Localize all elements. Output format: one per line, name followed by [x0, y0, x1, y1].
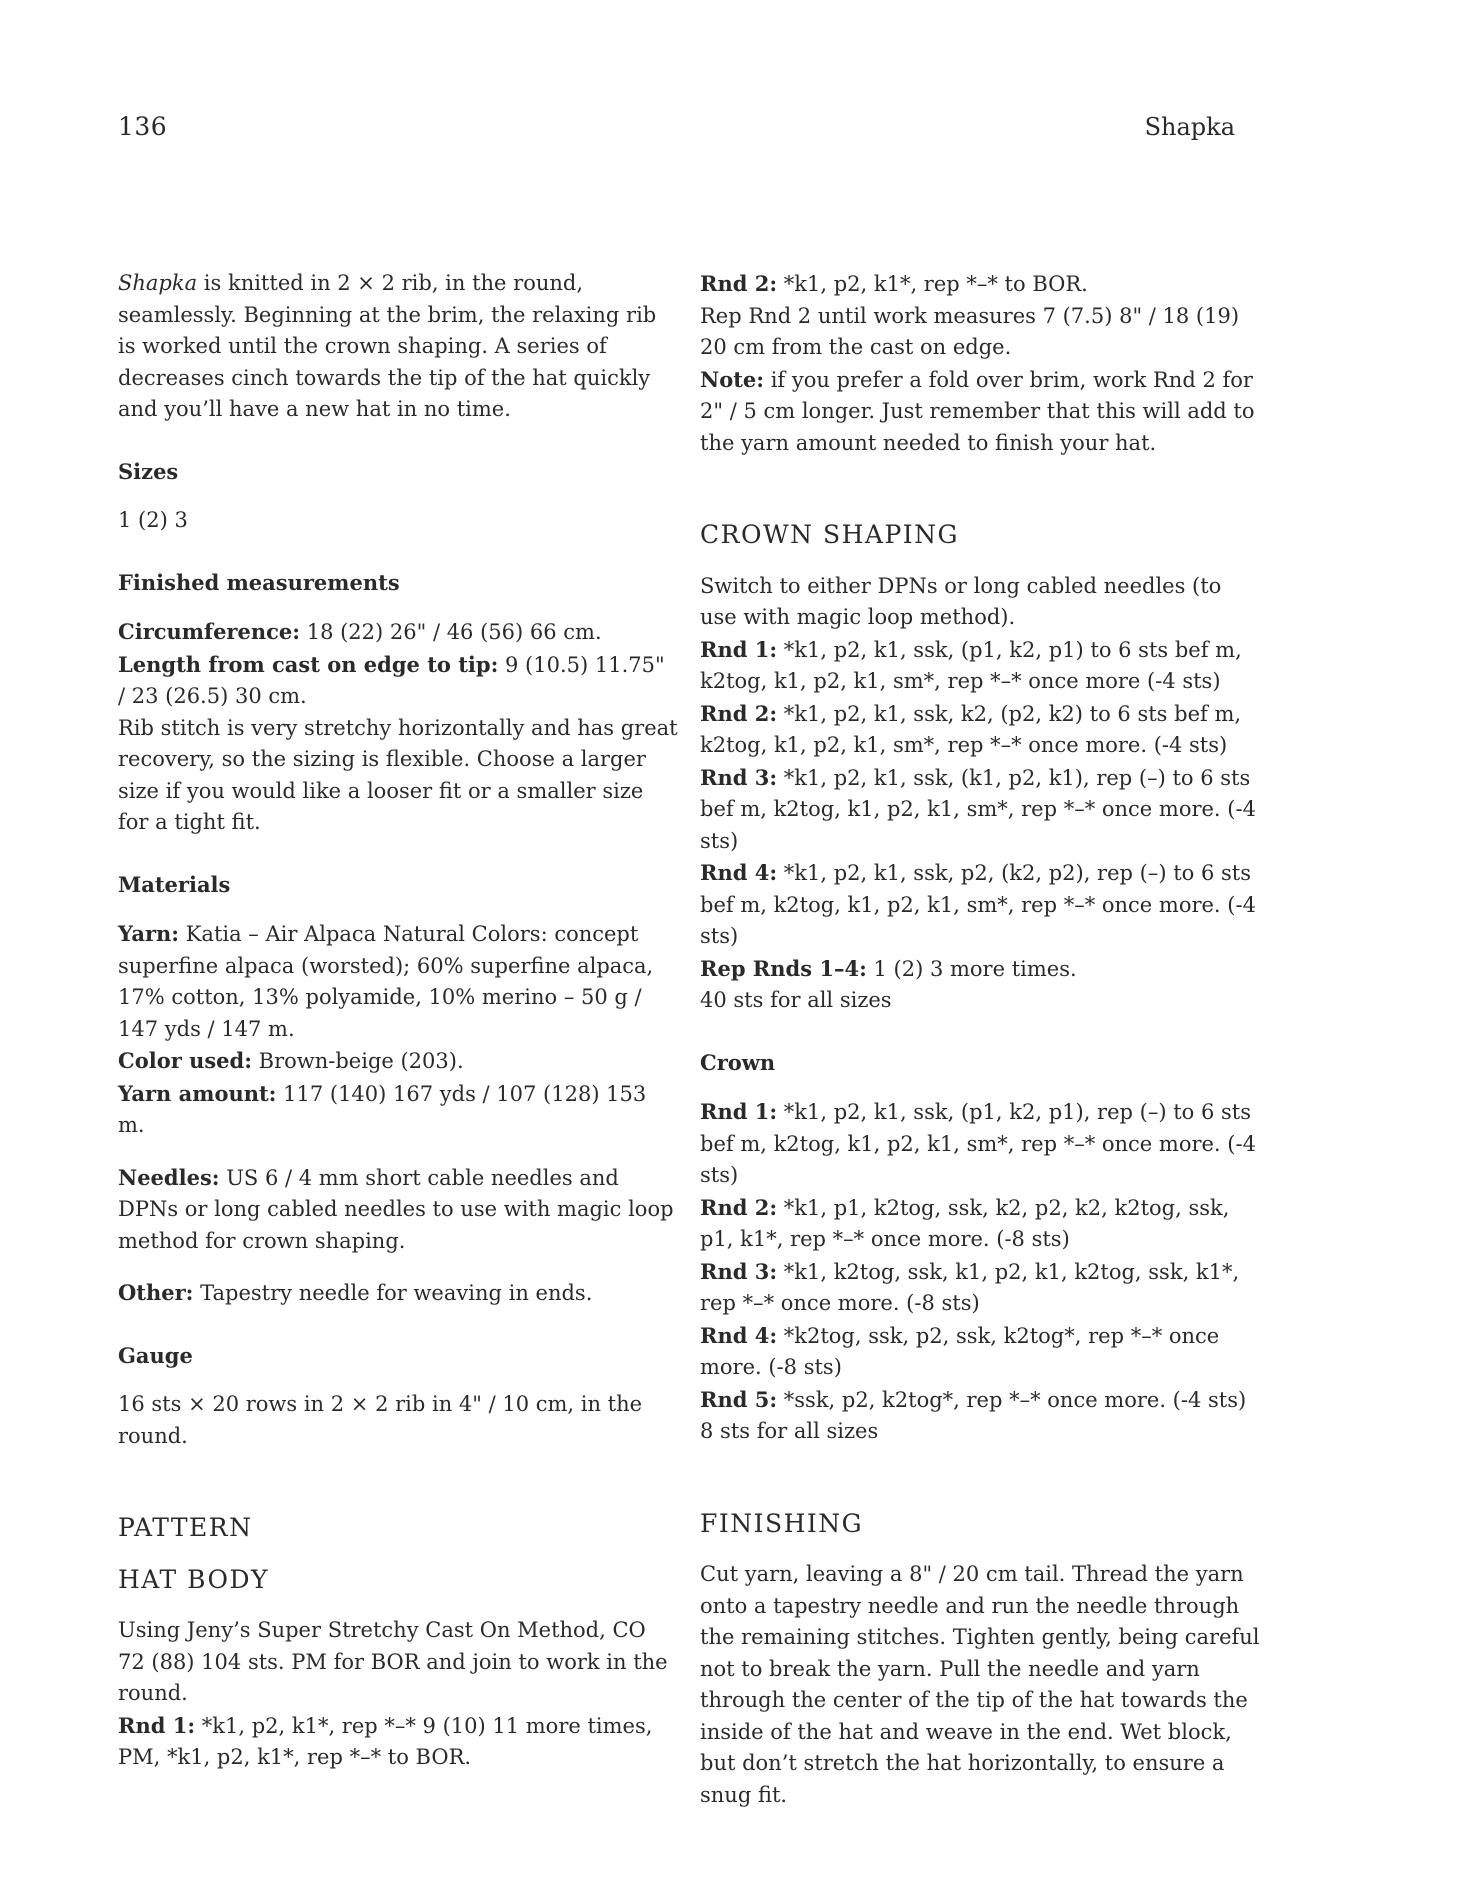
length-label: Length from cast on edge to tip:: [118, 651, 499, 677]
hat-body-rnd2: [700, 268, 1260, 301]
pattern-name: Shapka: [118, 271, 198, 295]
hat-body-note: [700, 364, 1260, 460]
rnd-label: Rnd 4:: [700, 1322, 778, 1348]
needles-line: [118, 1162, 678, 1258]
rnd-label: Rnd 1:: [700, 636, 778, 662]
rnd-label: Rnd 5:: [700, 1386, 778, 1412]
other-value: Tapestry needle for weaving in ends.: [193, 1281, 593, 1305]
crown-row: [700, 1256, 1260, 1320]
right-column: [700, 268, 1260, 1811]
finished-measurements-heading: Finished measurements: [118, 569, 400, 595]
hat-body-repeat: Rep Rnd 2 until work measures 7 (7.5) 8" / 18 (19) 20 cm from the cast on edge.: [700, 303, 1240, 359]
rnd-text: *k1, p2, k1, ssk, (p1, k2, p1) to 6 sts bef m, k2tog, k1, p2, k1, sm*, rep *–* once more (-4 sts): [700, 637, 1242, 693]
rnd-text: *k2tog, ssk, p2, ssk, k2tog*, rep *–* once more. (-8 sts): [700, 1323, 1220, 1379]
circumference-line: [118, 616, 678, 649]
running-title: Shapka: [1144, 113, 1235, 141]
rnd-label: Rnd 2:: [700, 1194, 778, 1220]
rnd-label: Rep Rnds 1–4:: [700, 955, 867, 981]
note-label: Note:: [700, 366, 765, 392]
crown-shaping-row: [700, 953, 1260, 986]
rnd-label: Rnd 4:: [700, 860, 778, 885]
length-line: [118, 649, 678, 713]
rnd-text: *k1, p2, k1, ssk, k2, (p2, k2) to 6 sts bef m, k2tog, k1, p2, k1, sm*, rep *–* once more. (-4 sts): [700, 701, 1242, 757]
length-value: 9 (10.5) 11.75" / 23 (26.5) 30 cm.: [118, 652, 665, 708]
other-line: [118, 1277, 678, 1310]
rnd-text: *k1, p1, k2tog, ssk, k2, p2, k2, k2tog, ssk, p1, k1*, rep *–* once more. (-8 sts): [700, 1195, 1230, 1251]
circumference-value: 18 (22) 26" / 46 (56) 66 cm.: [300, 620, 602, 644]
page-number: 136: [118, 112, 168, 141]
hat-body-intro: Using Jeny’s Super Stretchy Cast On Method, CO 72 (88) 104 sts. PM for BOR and join to work in the round.: [118, 1618, 668, 1705]
crown-row: [700, 1096, 1260, 1192]
yarn-amount-value: 117 (140) 167 yds / 107 (128) 153 m.: [118, 1081, 647, 1137]
sizes-heading: Sizes: [118, 458, 179, 484]
rnd-label: Rnd 3:: [700, 764, 778, 790]
crown-shaping-intro: Switch to either DPNs or long cabled needles (to use with magic loop method).: [700, 573, 1222, 629]
rnd-text: *k1, p2, k1*, rep *–* to BOR.: [777, 272, 1088, 296]
crown-shaping-row: [700, 698, 1260, 762]
pattern-heading: PATTERN: [118, 1513, 253, 1542]
yarn-label: Yarn:: [118, 921, 180, 946]
intro-text: is knitted in 2 × 2 rib, in the round, seamlessly. Beginning at the brim, the relaxing rib is worked until the crown shaping. A series of decreases cinch towards the tip of the hat quickly and you’ll have a new hat in no time.: [118, 271, 657, 421]
crown-shaping-row: [700, 634, 1260, 698]
rnd-text: *k1, p2, k1, ssk, (p1, k2, p1), rep (–) to 6 sts bef m, k2tog, k1, p2, k1, sm*, rep *–* once more. (-4 sts): [700, 1100, 1256, 1187]
crown-row: [700, 1384, 1260, 1417]
rnd-text: 1 (2) 3 more times.: [866, 956, 1077, 981]
rnd-label: Rnd 1:: [118, 1712, 196, 1738]
rnd-label: Rnd 3:: [700, 1258, 778, 1284]
note-text: if you prefer a fold over brim, work Rnd 2 for 2" / 5 cm longer. Just remember that this will add to the yarn amount needed to finish your hat.: [700, 367, 1255, 455]
color-line: [118, 1045, 678, 1078]
gauge-heading: Gauge: [118, 1342, 193, 1368]
crown-shaping-row: [700, 857, 1260, 953]
yarn-amount-line: [118, 1078, 678, 1142]
crown-shaping-result: 40 sts for all sizes: [700, 988, 892, 1012]
yarn-value: Katia – Air Alpaca Natural Colors: concept superfine alpaca (worsted); 60% superfine alpaca, 17% cotton, 13% polyamide, 10% merino – 50 g / 147 yds / 147 m.: [118, 922, 654, 1041]
rnd-text: *k1, p2, k1, ssk, p2, (k2, p2), rep (–) to 6 sts bef m, k2tog, k1, p2, k1, sm*, rep *–* once more. (-4 sts): [700, 861, 1256, 948]
rnd-text: *ssk, p2, k2tog*, rep *–* once more. (-4 sts): [777, 1387, 1247, 1412]
crown-shaping-row: [700, 762, 1260, 858]
hat-body-heading: HAT BODY: [118, 1564, 269, 1594]
rnd-text: *k1, p2, k1, ssk, (k1, p2, k1), rep (–) to 6 sts bef m, k2tog, k1, p2, k1, sm*, rep *–* once more. (-4 sts): [700, 765, 1256, 853]
color-value: Brown-beige (203).: [251, 1049, 464, 1073]
gauge-value: 16 sts × 20 rows in 2 × 2 rib in 4" / 10 cm, in the round.: [118, 1392, 643, 1448]
finishing-text: Cut yarn, leaving a 8" / 20 cm tail. Thread the yarn onto a tapestry needle and run the needle through the remaining stitches. Tighten gently, being careful not to break the yarn. Pull the needle and yarn through the center of the tip of the hat towards the inside of the hat and weave in the end. Wet block, but don’t stretch the hat horizontally, to ensure a snug fit.: [700, 1562, 1260, 1807]
yarn-amount-label: Yarn amount:: [118, 1080, 277, 1106]
yarn-line: [118, 918, 678, 1045]
needles-label: Needles:: [118, 1164, 220, 1190]
rnd-label: Rnd 2:: [700, 700, 778, 726]
crown-row: [700, 1192, 1260, 1256]
hat-body-rnd1: [118, 1710, 678, 1774]
sizes-value: 1 (2) 3: [118, 508, 188, 532]
needles-value: US 6 / 4 mm short cable needles and DPNs or long cabled needles to use with magic loop method for crown shaping.: [118, 1165, 674, 1253]
rnd-text: *k1, k2tog, ssk, k1, p2, k1, k2tog, ssk, k1*, rep *–* once more. (-8 sts): [700, 1259, 1240, 1315]
intro-paragraph: [118, 268, 678, 426]
rnd-label: Rnd 1:: [700, 1099, 778, 1124]
left-column: [118, 268, 678, 1774]
color-label: Color used:: [118, 1048, 252, 1073]
rnd-text: *k1, p2, k1*, rep *–* 9 (10) 11 more times, PM, *k1, p2, k1*, rep *–* to BOR.: [118, 1713, 653, 1769]
rnd-label: Rnd 2:: [700, 271, 778, 296]
crown-heading: Crown: [700, 1049, 776, 1075]
crown-result: 8 sts for all sizes: [700, 1419, 879, 1443]
materials-heading: Materials: [118, 871, 231, 897]
other-label: Other:: [118, 1280, 194, 1305]
sizing-note: Rib stitch is very stretchy horizontally and has great recovery, so the sizing is flexible. Choose a larger size if you would like a looser fit or a smaller size for a tight fit.: [118, 715, 678, 834]
finishing-heading: FINISHING: [700, 1508, 864, 1538]
circumference-label: Circumference:: [118, 619, 301, 644]
crown-shaping-heading: CROWN SHAPING: [700, 520, 959, 549]
crown-row: [700, 1320, 1260, 1384]
